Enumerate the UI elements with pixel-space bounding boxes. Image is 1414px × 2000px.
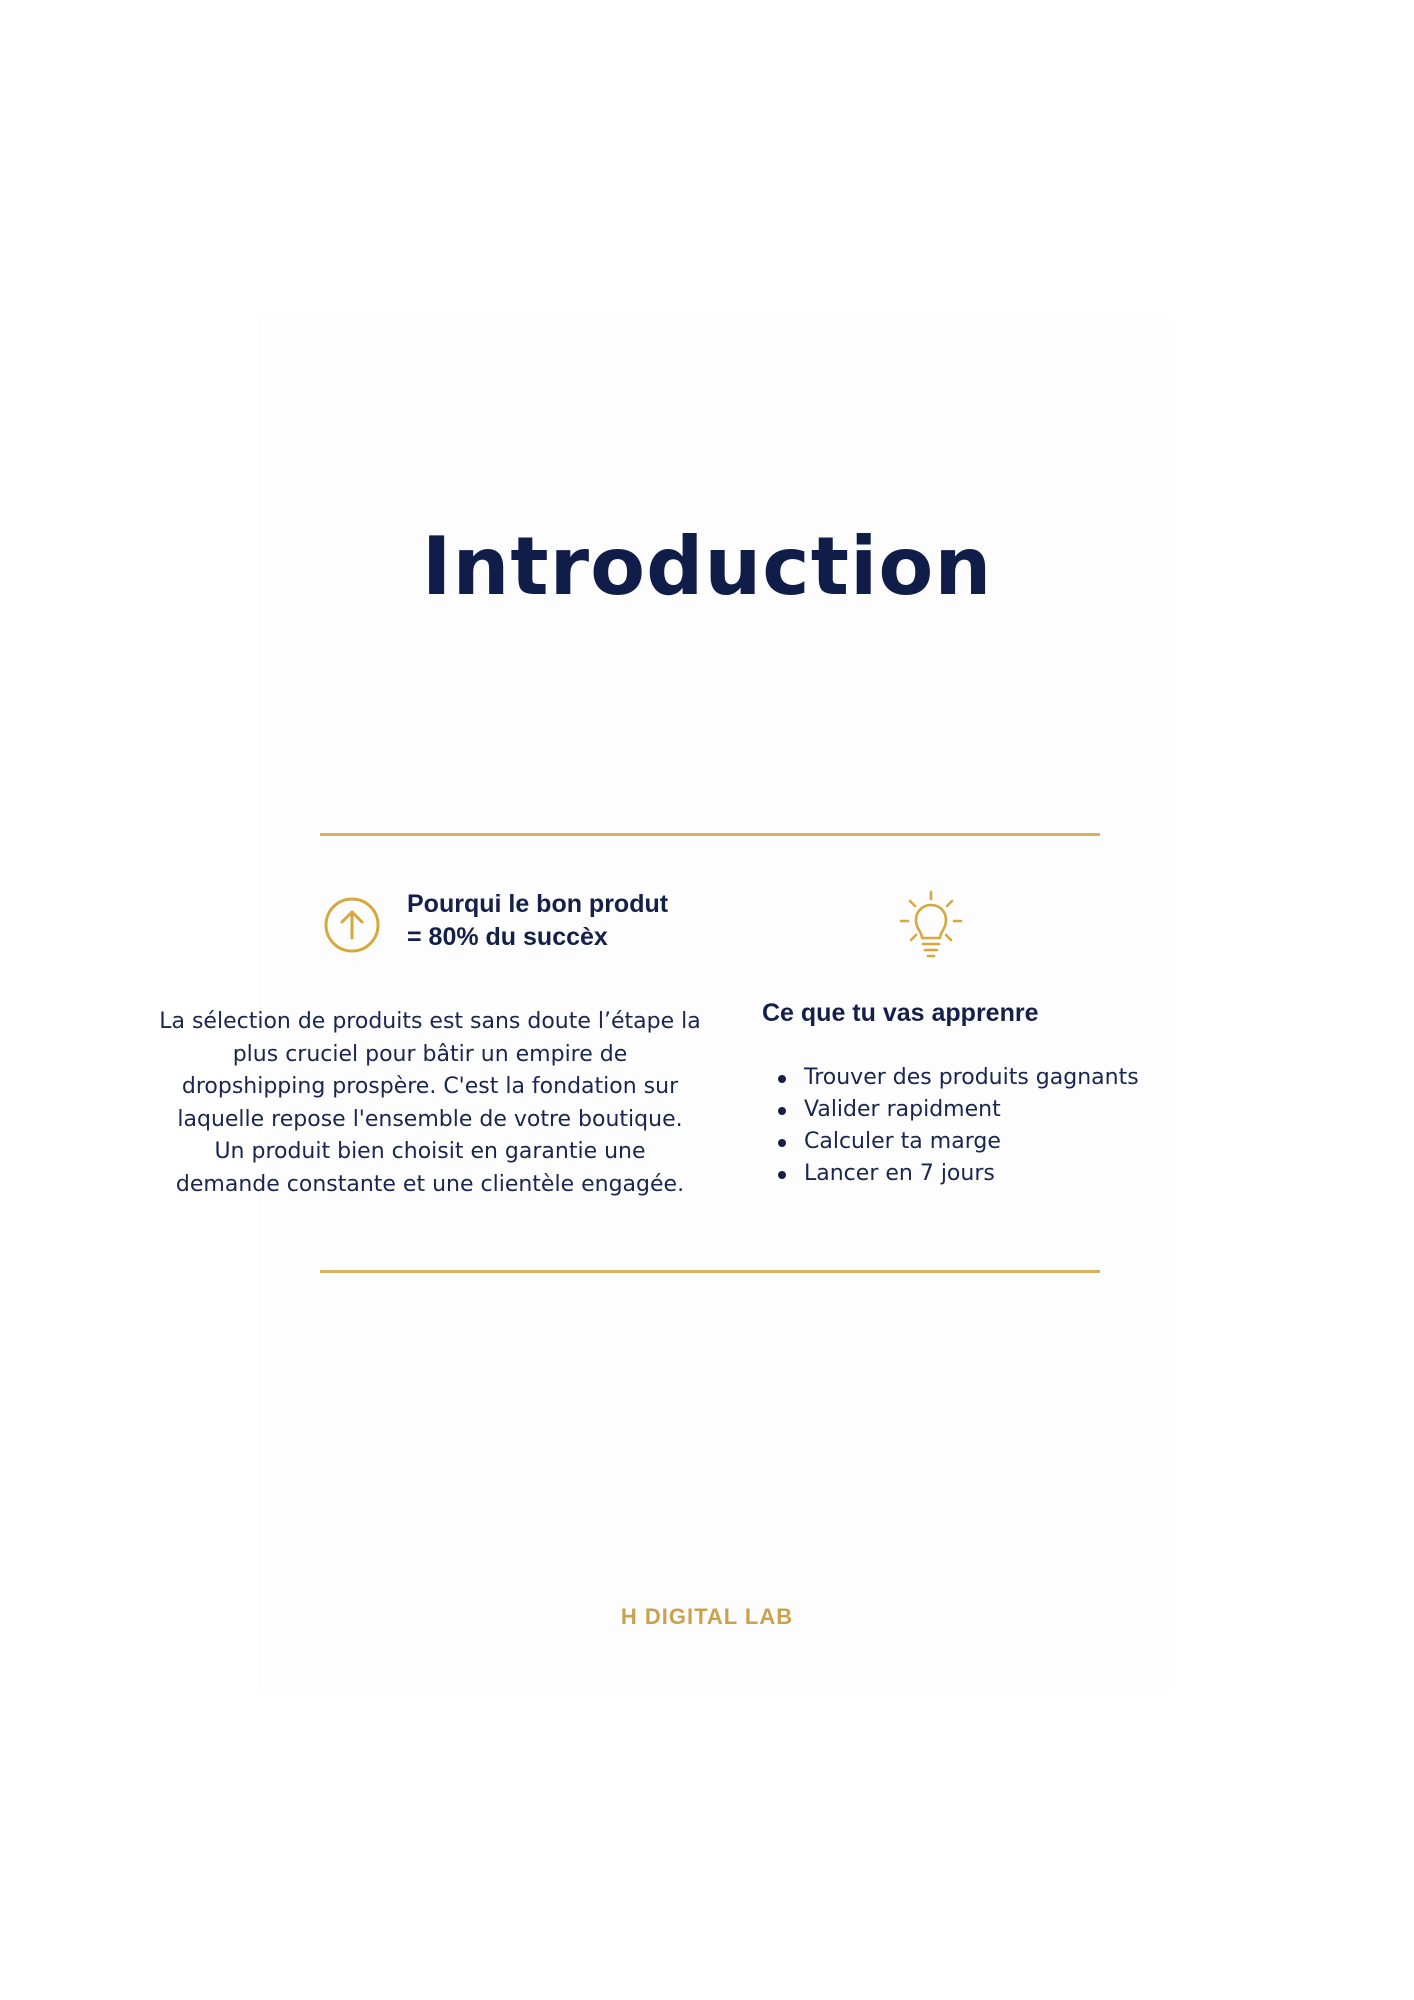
list-item-label: Trouver des produits gagnants <box>804 1065 1139 1090</box>
bottom-divider <box>320 1270 1100 1273</box>
bullet-icon <box>778 1139 786 1147</box>
bullet-icon <box>778 1171 786 1179</box>
paragraph-line: plus cruciel pour bâtir un empire de <box>232 1041 628 1067</box>
why-heading-line: Pourqui le bon produt <box>407 890 669 918</box>
list-item <box>775 1094 1139 1126</box>
paragraph-line: Un produit bien choisit en garantie une <box>214 1139 646 1164</box>
list-item <box>775 1062 1139 1094</box>
top-divider <box>320 833 1100 836</box>
lightbulb-icon <box>898 890 964 960</box>
why-heading-line: = 80% du succèx <box>407 923 608 951</box>
why-paragraph <box>150 1006 710 1201</box>
list-item <box>775 1158 1139 1190</box>
why-heading <box>407 888 707 954</box>
page-title: Introduction <box>421 520 993 613</box>
learn-heading: Ce que tu vas apprenre <box>762 999 1039 1027</box>
bullet-icon <box>778 1107 786 1115</box>
arrow-up-circle-icon <box>323 896 381 954</box>
list-item-label: Calculer ta marge <box>804 1129 1001 1154</box>
learn-list <box>775 1062 1139 1190</box>
list-item-label: Valider rapidment <box>804 1097 1001 1122</box>
brand-name: H DIGITAL LAB <box>620 1604 794 1629</box>
bullet-icon <box>778 1075 786 1083</box>
list-item-label: Lancer en 7 jours <box>804 1161 995 1186</box>
paragraph-line: dropshipping prospère. C'est la fondation sur <box>181 1074 679 1099</box>
paragraph-line: demande constante et une clientèle engagée. <box>175 1171 685 1197</box>
list-item <box>775 1126 1139 1158</box>
paragraph-line: La sélection de produits est sans doute l’étape la <box>159 1009 701 1034</box>
paragraph-line: laquelle repose l'ensemble de votre boutique. <box>177 1106 683 1132</box>
